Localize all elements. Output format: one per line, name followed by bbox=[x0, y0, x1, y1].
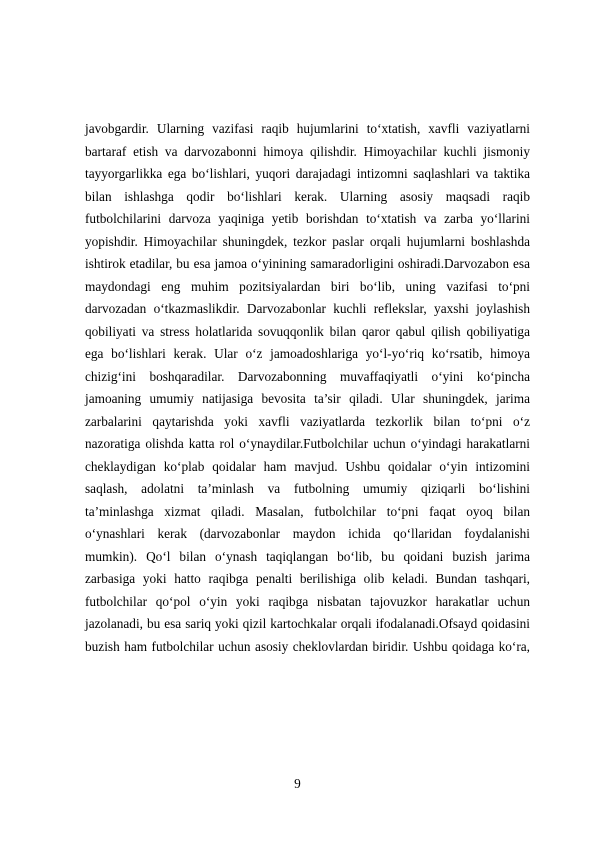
text-line: futbolchilarini darvoza yaqiniga yetib borishdan to‘xtatish va zarba yo‘llarini bbox=[85, 211, 530, 226]
text-line: chizig‘ini boshqaradilar. Darvozabonning muvaffaqiyatli o‘yini ko‘pincha bbox=[85, 368, 530, 384]
text-line: jamoaning umumiy natijasiga bevosita ta’sir qiladi. Ular shuningdek, jarima bbox=[85, 391, 530, 406]
text-line: ta’minlashga xizmat qiladi. Masalan, futbolchilar to‘pni faqat oyoq bilan bbox=[85, 503, 530, 519]
text-line: nazoratiga olishda katta rol o‘ynaydilar.Futbolchilar uchun o‘yindagi harakatlarni bbox=[85, 436, 530, 451]
text-line: futbolchilar qo‘pol o‘yin yoki raqibga nisbatan tajovuzkor harakatlar uchun bbox=[85, 593, 530, 609]
text-line: buzish ham futbolchilar uchun asosiy cheklovlardan biridir. Ushbu qoidaga ko‘ra, bbox=[85, 638, 530, 654]
text-line: darvozadan o‘tkazmaslikdir. Darvozabonlar kuchli reflekslar, yaxshi joylashish bbox=[85, 301, 530, 316]
text-line: zarbasiga yoki hatto raqibga penalti berilishiga olib keladi. Bundan tashqari, bbox=[85, 571, 530, 586]
text-line: qobiliyati va stress holatlarida sovuqqonlik bilan qaror qabul qilish qobiliyatiga bbox=[85, 323, 530, 339]
text-line: zarbalarini qaytarishda yoki xavfli vaziyatlarda tezkorlik bilan to‘pni o‘z bbox=[85, 413, 530, 429]
text-line: cheklaydigan ko‘plab qoidalar ham mavjud. Ushbu qoidalar o‘yin intizomini bbox=[85, 458, 530, 474]
text-line: bartaraf etish va darvozabonni himoya qilishdir. Himoyachilar kuchli jismoniy bbox=[85, 143, 530, 159]
text-line: saqlash, adolatni ta’minlash va futbolning umumiy qiziqarli bo‘lishini bbox=[85, 481, 530, 496]
text-line: javobgardir. Ularning vazifasi raqib hujumlarini to‘xtatish, xavfli vaziyatlarni bbox=[85, 121, 530, 136]
text-line: o‘ynashlari kerak (darvozabonlar maydon ichida qo‘llaridan foydalanishi bbox=[85, 526, 530, 541]
text-line: jazolanadi, bu esa sariq yoki qizil kartochkalar orqali ifodalanadi.Ofsayd qoidasini bbox=[85, 616, 530, 631]
text-line: tayyorgarlikka ega bo‘lishlari, yuqori darajadagi intizomni saqlashlari va taktika bbox=[85, 166, 530, 181]
text-line: yopishdir. Himoyachilar shuningdek, tezkor paslar orqali hujumlarni boshlashda bbox=[85, 233, 530, 249]
page-number: 9 bbox=[294, 776, 301, 791]
text-line: mumkin). Qo‘l bilan o‘ynash taqiqlangan bo‘lib, bu qoidani buzish jarima bbox=[85, 548, 530, 564]
body-text bbox=[85, 118, 530, 658]
text-line: bilan ishlashga qodir bo‘lishlari kerak. Ularning asosiy maqsadi raqib bbox=[85, 188, 530, 204]
text-line: maydondagi eng muhim pozitsiyalardan biri bo‘lib, uning vazifasi to‘pni bbox=[85, 278, 530, 294]
text-line: ega bo‘lishlari kerak. Ular o‘z jamoadoshlariga yo‘l-yo‘riq ko‘rsatib, himoya bbox=[85, 346, 530, 361]
text-line: ishtirok etadilar, bu esa jamoa o‘yinining samaradorligini oshiradi.Darvozabon esa bbox=[85, 256, 530, 271]
